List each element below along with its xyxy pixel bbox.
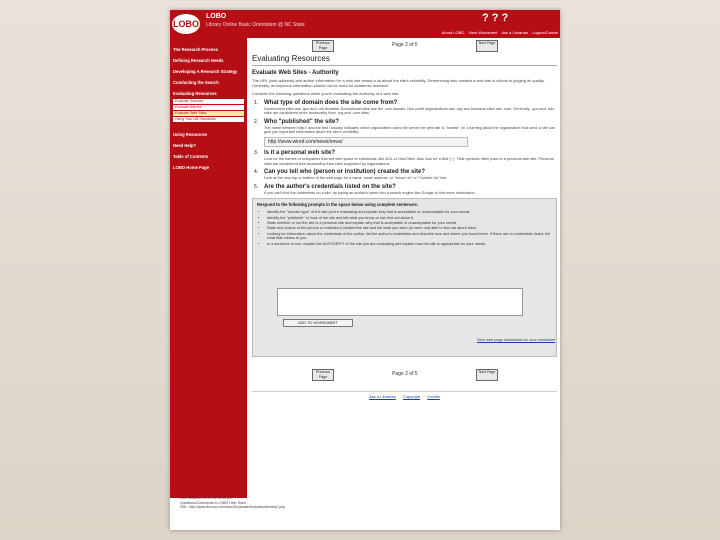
question-text: If you can't find the credentials on a site, try typing an author's name into a search engine like Google to find more information. bbox=[264, 190, 476, 195]
previous-page-button[interactable]: Previous Page bbox=[312, 40, 334, 52]
app-name: LOBO bbox=[206, 13, 227, 20]
sidebar-item-lobo-home[interactable]: LOBO Home Page bbox=[173, 164, 210, 170]
sidebar-item-research-strategy[interactable]: Developing A Research Strategy bbox=[173, 69, 238, 74]
page bbox=[170, 10, 560, 530]
next-page-button[interactable]: Next Page bbox=[476, 369, 498, 381]
last-modified: Last Modified: 07/27/04 12:05 pm bbox=[180, 496, 232, 500]
sidebar-item-need-help[interactable]: Need Help? bbox=[173, 142, 197, 148]
sidebar-subitem-standards[interactable]: Using Your UB Standards bbox=[173, 117, 244, 122]
lobo-logo[interactable]: LOBO bbox=[172, 14, 200, 34]
question-heading: Who "published" the site? bbox=[264, 118, 340, 125]
prompt-heading: Respond to the following prompts in the space below using complete sentences: bbox=[257, 202, 419, 208]
sidebar-item-defining-needs[interactable]: Defining Research Needs bbox=[173, 58, 224, 63]
sidebar-item-toc[interactable]: Table of Contents bbox=[173, 153, 209, 159]
question-number: 5. bbox=[254, 183, 259, 190]
top-pager bbox=[252, 40, 557, 54]
sidebar-item-conducting-search[interactable]: Conducting the Search bbox=[173, 80, 219, 85]
page-title: Evaluate Web Sites - Authority bbox=[252, 70, 339, 76]
add-to-worksheet-button[interactable]: ADD TO WORKSHEET bbox=[283, 319, 353, 327]
question-heading: Are the author's credentials listed on the site? bbox=[264, 183, 396, 190]
sidebar-item-using-resources[interactable]: Using Resources bbox=[173, 131, 208, 137]
app-subtitle: Library Online Basic Orientation @ NC State bbox=[206, 22, 305, 28]
question-item bbox=[254, 183, 557, 196]
about-link[interactable]: About LOBO bbox=[441, 30, 465, 35]
bottom-pager bbox=[252, 369, 557, 383]
url-example: http://www.wired.com/news/news/ bbox=[264, 137, 468, 147]
answer-textarea[interactable] bbox=[277, 288, 523, 316]
footer-credits-link[interactable]: Credits bbox=[427, 394, 440, 400]
footer-links bbox=[252, 391, 557, 399]
question-heading: What type of domain does the site come from? bbox=[264, 99, 398, 106]
question-text: Look for the names of companies that sell web space to individuals, like AOL or GeoCities. Also look for a tilde (~). Tilde symbols often point to a personal web site. Personal sites are considered less trustworthy than sites supported by organizations. bbox=[264, 156, 554, 166]
next-page-button[interactable]: Next Page bbox=[476, 40, 498, 52]
sidebar-item-evaluating-resources[interactable]: Evaluating Resources bbox=[173, 91, 217, 96]
sidebar-subitem-evaluate-articles[interactable]: Evaluate Articles bbox=[173, 105, 244, 110]
question-heading: Can you tell who (person or institution) created the site? bbox=[264, 169, 426, 176]
question-item bbox=[254, 149, 557, 166]
sidebar-item-research-process[interactable]: The Research Process bbox=[173, 47, 218, 52]
view-worksheet-link[interactable]: View Worksheet bbox=[468, 30, 498, 35]
header bbox=[170, 10, 560, 38]
question-number: 1. bbox=[254, 99, 259, 106]
worksheet-prompt-box bbox=[252, 198, 557, 357]
question-item bbox=[254, 118, 557, 147]
main-content bbox=[252, 40, 557, 399]
sidebar-subitem-evaluate-websites[interactable]: Evaluate Web Sites bbox=[173, 111, 244, 116]
intro-text: The URL (web address) and author information for a web site reveal a lot about the site's reliability. Determining who created a web site is critical to judging its quality. Generally, anonymous information should not be used for academic research. bbox=[252, 78, 545, 89]
page-indicator: Page 2 of 5 bbox=[392, 42, 418, 48]
footer-copyright-link[interactable]: Copyright bbox=[402, 394, 421, 400]
question-text: The name between http:// and the first / usually indicates which organization owns the server the web site is "hosted" on. Learning about the organization that owns a site can give you important information about the site's credibility. bbox=[264, 125, 556, 135]
prompt-item: • Identify the "domain type" of the site you're evaluating and explain why that is acceptable or unacceptable for your needs. bbox=[267, 210, 552, 215]
prompt-item: • Looking for information about the credentials of the author, list the author's credentials and describe how and where you found them. If there are no credentials listed, tell what that means to you. bbox=[267, 232, 552, 242]
prompt-item: • In a sentence or two, explain the AUTHORITY of the site you are evaluating and explain how the site is appropriate for your needs. bbox=[267, 242, 552, 247]
question-marks-icon: ? ? ? bbox=[482, 12, 509, 24]
question-item bbox=[254, 99, 557, 116]
footer-meta bbox=[180, 496, 285, 510]
question-item bbox=[254, 169, 557, 181]
question-text: Look at the very top or bottom of the web page for a name, email address, or "About Us" or "Contact Us" link. bbox=[264, 176, 448, 181]
prompt-item: • State whether or not the site is a personal site and explain why that is acceptable or unacceptable for your needs. bbox=[267, 221, 552, 226]
question-number: 3. bbox=[254, 149, 259, 156]
section-title: Evaluating Resources bbox=[252, 54, 557, 66]
question-heading: Is it a personal web site? bbox=[264, 149, 336, 156]
prompt-item: • State who (name of the person or institution) created the site and tell what you were (or were not) able to find out about them. bbox=[267, 226, 552, 231]
question-number: 4. bbox=[254, 169, 259, 176]
previous-page-button[interactable]: Previous Page bbox=[312, 369, 334, 381]
top-links bbox=[398, 30, 558, 35]
question-text: Government sites use .gov and .mil domains. Educational sites use the .edu domain. Non-profit organizations use .org and business sites use .com. Generally, .gov and .edu sites are considered more trustworthy than .org and .com sites. bbox=[264, 106, 555, 116]
sidebar bbox=[170, 38, 247, 498]
logout-link[interactable]: Logout/Cancel bbox=[532, 30, 558, 35]
question-number: 2. bbox=[254, 118, 259, 125]
view-instructions-link[interactable]: View web page instructions for your worksheet bbox=[477, 338, 556, 343]
ask-librarian-link[interactable]: Ask a Librarian bbox=[501, 30, 529, 35]
page-indicator: Page 2 of 5 bbox=[392, 371, 418, 378]
sidebar-subitem-evaluate-sources[interactable]: Evaluate Sources bbox=[173, 99, 244, 104]
prompt-list bbox=[257, 210, 552, 246]
page-url: URL: http://www.lib.ncsu.edu/lobo2/evaluate/evaluatewebsites2.php bbox=[180, 505, 286, 510]
consider-text: Consider the following questions when you're evaluating the authority of a web site: bbox=[252, 91, 400, 97]
contact-text[interactable]: Questions/Comments to LOBO Help Team bbox=[180, 500, 246, 505]
footer-ask-librarian-link[interactable]: Ask a Librarian bbox=[369, 394, 396, 400]
prompt-item: • Identify the "publisher" or host of the site and tell what you know or can find out about it. bbox=[267, 216, 552, 221]
